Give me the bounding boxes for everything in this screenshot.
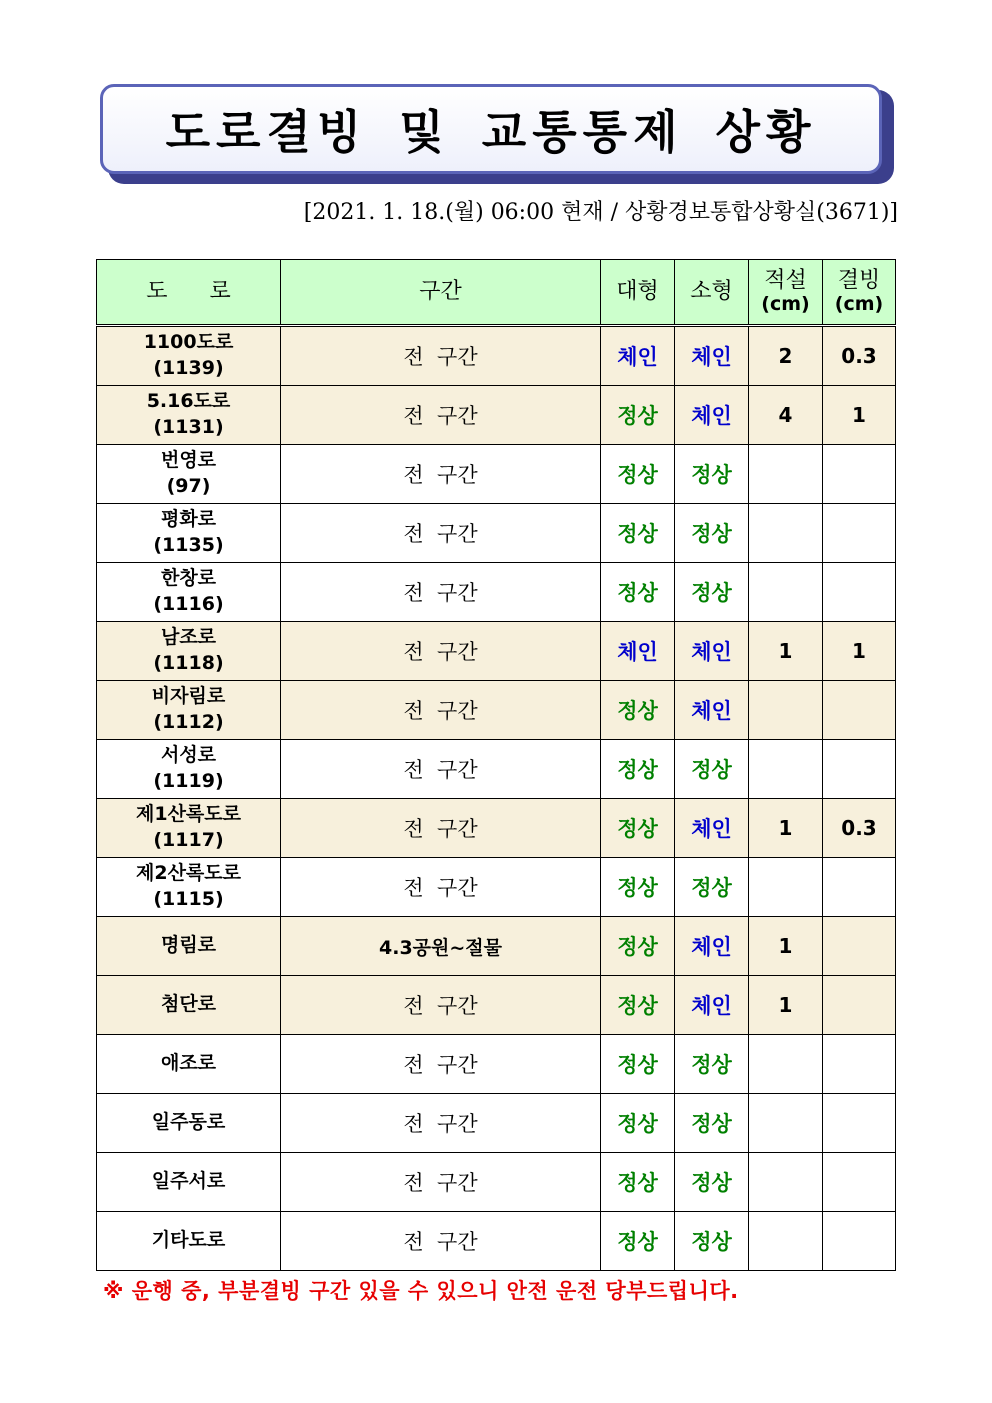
small-vehicle-status — [675, 740, 749, 799]
snow-depth-cell — [749, 681, 823, 740]
table-row — [97, 1094, 896, 1153]
small-vehicle-status — [675, 976, 749, 1035]
snow-depth-cell: 1 — [749, 622, 823, 681]
snow-depth-cell — [749, 504, 823, 563]
snow-depth-cell — [749, 1094, 823, 1153]
section-cell: 전 구간 — [281, 681, 601, 740]
small-vehicle-status — [675, 563, 749, 622]
large-vehicle-status — [601, 563, 675, 622]
ice-depth-cell: 1 — [823, 622, 896, 681]
header-ice-depth: 결빙 (cm) — [823, 260, 896, 326]
snow-depth-cell: 1 — [749, 976, 823, 1035]
ice-depth-cell — [823, 1035, 896, 1094]
title-banner — [100, 84, 882, 174]
status-badge: 정상 — [617, 404, 658, 428]
table-row — [97, 917, 896, 976]
status-badge: 정상 — [617, 463, 658, 487]
large-vehicle-status — [601, 1153, 675, 1212]
road-name: 첨단로 — [160, 993, 217, 1016]
road-name-cell — [97, 799, 281, 858]
road-code: (1131) — [153, 416, 224, 438]
status-badge: 정상 — [617, 522, 658, 546]
section-cell: 4.3공원~절물 — [281, 917, 601, 976]
road-name: 제2산록도로 — [136, 862, 241, 885]
road-name: 서성로 — [160, 744, 217, 767]
header-large-vehicle: 대형 — [601, 260, 675, 326]
snow-depth-cell: 1 — [749, 917, 823, 976]
small-vehicle-status — [675, 917, 749, 976]
road-name: 남조로 — [160, 626, 217, 649]
snow-depth-cell — [749, 858, 823, 917]
road-name: 번영로 — [160, 449, 217, 472]
snow-depth-cell: 1 — [749, 799, 823, 858]
ice-depth-cell — [823, 445, 896, 504]
snow-depth-cell — [749, 445, 823, 504]
section-cell: 전 구간 — [281, 386, 601, 445]
small-vehicle-status — [675, 1035, 749, 1094]
header-snow-depth: 적설 (cm) — [749, 260, 823, 326]
status-badge: 정상 — [691, 1230, 732, 1254]
small-vehicle-status — [675, 799, 749, 858]
road-name: 한창로 — [160, 567, 217, 590]
road-code: (97) — [166, 475, 211, 497]
status-badge: 체인 — [691, 404, 732, 428]
road-code: (1117) — [153, 829, 224, 851]
snow-depth-cell: 4 — [749, 386, 823, 445]
road-name: 애조로 — [160, 1052, 217, 1075]
header-road: 도 로 — [97, 260, 281, 326]
road-name-cell — [97, 917, 281, 976]
status-badge: 체인 — [691, 699, 732, 723]
status-badge: 정상 — [617, 994, 658, 1018]
table-row — [97, 740, 896, 799]
snow-depth-cell — [749, 1035, 823, 1094]
ice-depth-cell: 0.3 — [823, 326, 896, 386]
road-name-cell — [97, 445, 281, 504]
table-row — [97, 504, 896, 563]
header-small-vehicle: 소형 — [675, 260, 749, 326]
section-cell: 전 구간 — [281, 1212, 601, 1271]
ice-depth-cell — [823, 976, 896, 1035]
snow-depth-cell — [749, 1153, 823, 1212]
ice-depth-cell — [823, 504, 896, 563]
status-badge: 체인 — [691, 640, 732, 664]
status-badge: 체인 — [691, 345, 732, 369]
section-cell: 전 구간 — [281, 740, 601, 799]
status-badge: 체인 — [691, 817, 732, 841]
road-name-cell — [97, 563, 281, 622]
large-vehicle-status — [601, 622, 675, 681]
safety-notice: ※ 운행 중, 부분결빙 구간 있을 수 있으니 안전 운전 당부드립니다. — [103, 1279, 739, 1303]
road-name: 일주동로 — [151, 1111, 226, 1134]
status-badge: 정상 — [617, 1112, 658, 1136]
small-vehicle-status — [675, 622, 749, 681]
small-vehicle-status — [675, 1153, 749, 1212]
small-vehicle-status — [675, 858, 749, 917]
road-code: (1116) — [153, 593, 224, 615]
table-row — [97, 1212, 896, 1271]
status-badge: 정상 — [691, 463, 732, 487]
table-row — [97, 1153, 896, 1212]
small-vehicle-status — [675, 1094, 749, 1153]
status-badge: 체인 — [617, 345, 658, 369]
table-row — [97, 386, 896, 445]
table-body — [97, 326, 896, 1271]
large-vehicle-status — [601, 681, 675, 740]
header-section: 구간 — [281, 260, 601, 326]
table-row — [97, 563, 896, 622]
road-name: 제1산록도로 — [136, 803, 241, 826]
section-cell: 전 구간 — [281, 1094, 601, 1153]
small-vehicle-status — [675, 445, 749, 504]
snow-depth-cell: 2 — [749, 326, 823, 386]
section-cell: 전 구간 — [281, 504, 601, 563]
report-timestamp: [2021. 1. 18.(월) 06:00 현재 / 상황경보통합상황실(3671)] — [303, 200, 898, 225]
large-vehicle-status — [601, 386, 675, 445]
large-vehicle-status — [601, 1094, 675, 1153]
road-name: 5.16도로 — [146, 390, 231, 413]
road-status-table — [96, 259, 896, 1271]
small-vehicle-status — [675, 681, 749, 740]
road-code: (1135) — [153, 534, 224, 556]
ice-depth-cell — [823, 1212, 896, 1271]
status-badge: 정상 — [617, 1230, 658, 1254]
status-badge: 정상 — [691, 1171, 732, 1195]
road-name-cell — [97, 976, 281, 1035]
road-name-cell — [97, 1094, 281, 1153]
large-vehicle-status — [601, 917, 675, 976]
road-name: 비자림로 — [151, 685, 226, 708]
road-code: (1139) — [153, 357, 224, 379]
status-badge: 체인 — [691, 935, 732, 959]
road-name-cell — [97, 681, 281, 740]
status-badge: 정상 — [691, 758, 732, 782]
large-vehicle-status — [601, 740, 675, 799]
snow-depth-cell — [749, 1212, 823, 1271]
status-badge: 정상 — [617, 817, 658, 841]
small-vehicle-status — [675, 1212, 749, 1271]
ice-depth-cell — [823, 681, 896, 740]
section-cell: 전 구간 — [281, 858, 601, 917]
status-badge: 정상 — [617, 758, 658, 782]
status-badge: 정상 — [691, 1112, 732, 1136]
road-name: 명림로 — [160, 934, 217, 957]
status-badge: 정상 — [691, 876, 732, 900]
status-badge: 정상 — [617, 581, 658, 605]
road-name: 1100도로 — [143, 331, 234, 354]
road-name-cell — [97, 622, 281, 681]
road-code: (1112) — [153, 711, 224, 733]
status-badge: 정상 — [617, 699, 658, 723]
section-cell: 전 구간 — [281, 622, 601, 681]
status-badge: 정상 — [617, 1053, 658, 1077]
status-badge: 체인 — [617, 640, 658, 664]
road-name-cell — [97, 504, 281, 563]
road-name-cell — [97, 1153, 281, 1212]
large-vehicle-status — [601, 445, 675, 504]
large-vehicle-status — [601, 976, 675, 1035]
large-vehicle-status — [601, 326, 675, 386]
road-name-cell — [97, 858, 281, 917]
table-row — [97, 326, 896, 386]
large-vehicle-status — [601, 504, 675, 563]
status-badge: 정상 — [617, 1171, 658, 1195]
road-name: 일주서로 — [151, 1170, 226, 1193]
table-row — [97, 799, 896, 858]
snow-depth-cell — [749, 740, 823, 799]
status-badge: 정상 — [691, 1053, 732, 1077]
table-row — [97, 445, 896, 504]
small-vehicle-status — [675, 326, 749, 386]
road-code: (1119) — [153, 770, 224, 792]
ice-depth-cell — [823, 917, 896, 976]
road-name-cell — [97, 740, 281, 799]
snow-depth-cell — [749, 563, 823, 622]
road-name-cell — [97, 326, 281, 386]
road-name-cell — [97, 1212, 281, 1271]
section-cell: 전 구간 — [281, 1153, 601, 1212]
section-cell: 전 구간 — [281, 976, 601, 1035]
ice-depth-cell — [823, 858, 896, 917]
table-header-row — [97, 260, 896, 326]
road-name-cell — [97, 386, 281, 445]
road-name: 기타도로 — [151, 1229, 226, 1252]
page-title: 도로결빙 및 교통통제 상황 — [165, 105, 817, 159]
section-cell: 전 구간 — [281, 563, 601, 622]
small-vehicle-status — [675, 386, 749, 445]
ice-depth-cell: 0.3 — [823, 799, 896, 858]
large-vehicle-status — [601, 799, 675, 858]
ice-depth-cell: 1 — [823, 386, 896, 445]
status-badge: 체인 — [691, 994, 732, 1018]
ice-depth-cell — [823, 1094, 896, 1153]
ice-depth-cell — [823, 563, 896, 622]
status-badge: 정상 — [617, 935, 658, 959]
status-badge: 정상 — [691, 581, 732, 605]
section-cell: 전 구간 — [281, 326, 601, 386]
large-vehicle-status — [601, 858, 675, 917]
table-row — [97, 1035, 896, 1094]
road-name: 평화로 — [160, 508, 217, 531]
section-cell: 전 구간 — [281, 445, 601, 504]
road-name-cell — [97, 1035, 281, 1094]
large-vehicle-status — [601, 1212, 675, 1271]
section-cell: 전 구간 — [281, 1035, 601, 1094]
ice-depth-cell — [823, 740, 896, 799]
table-row — [97, 976, 896, 1035]
status-badge: 정상 — [617, 876, 658, 900]
section-cell: 전 구간 — [281, 799, 601, 858]
table-row — [97, 858, 896, 917]
table-row — [97, 622, 896, 681]
status-badge: 정상 — [691, 522, 732, 546]
road-code: (1118) — [153, 652, 224, 674]
large-vehicle-status — [601, 1035, 675, 1094]
small-vehicle-status — [675, 504, 749, 563]
table-row — [97, 681, 896, 740]
ice-depth-cell — [823, 1153, 896, 1212]
road-code: (1115) — [153, 888, 224, 910]
